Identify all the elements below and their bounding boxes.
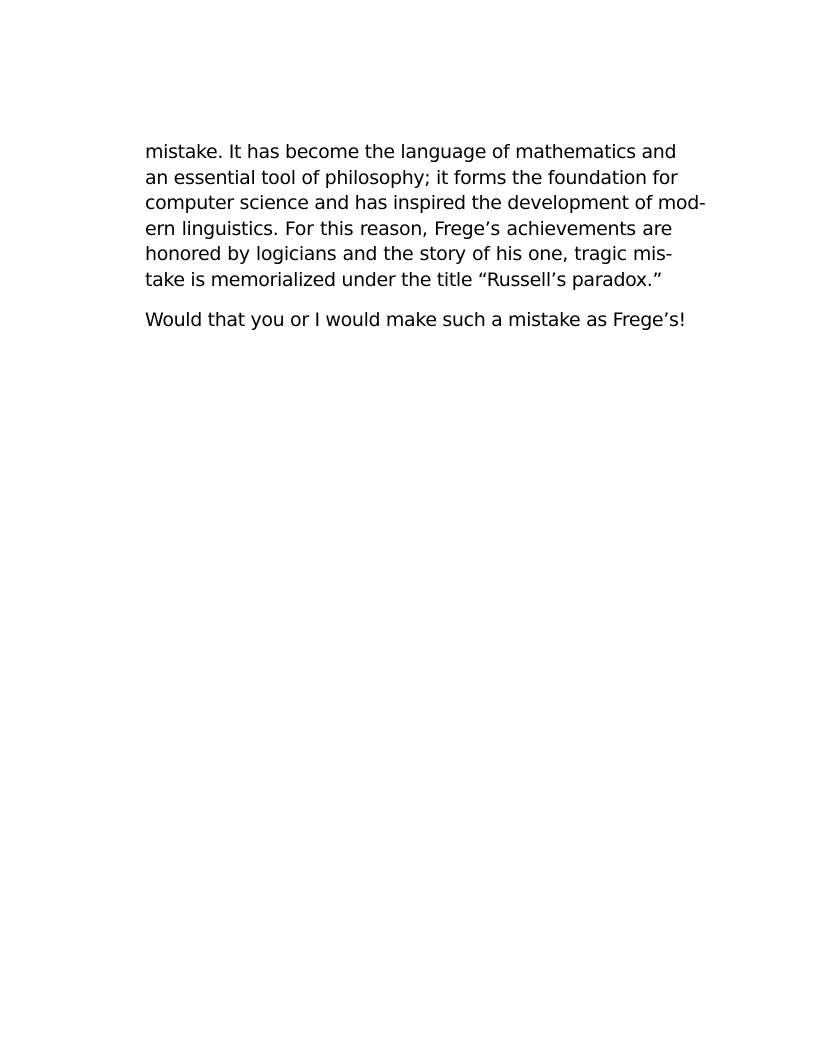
text-line: take is memorialized under the title “Russell’s paradox.” <box>145 268 662 291</box>
paragraph-gap <box>145 294 672 308</box>
paragraph-closing <box>145 308 686 334</box>
text-line: an essential tool of philosophy; it forms the foundation for <box>145 166 678 189</box>
text-line: computer science and has inspired the development of mod- <box>145 192 706 215</box>
text-line: ern linguistics. For this reason, Frege’s achievements are <box>145 217 672 240</box>
paragraph-frege-legacy <box>145 140 706 294</box>
text-line: honored by logicians and the story of his one, tragic mis- <box>145 243 672 266</box>
body-text <box>145 140 706 333</box>
text-line: mistake. It has become the language of mathematics and <box>145 141 677 163</box>
text-line: Would that you or I would make such a mistake as Frege’s! <box>145 308 686 331</box>
